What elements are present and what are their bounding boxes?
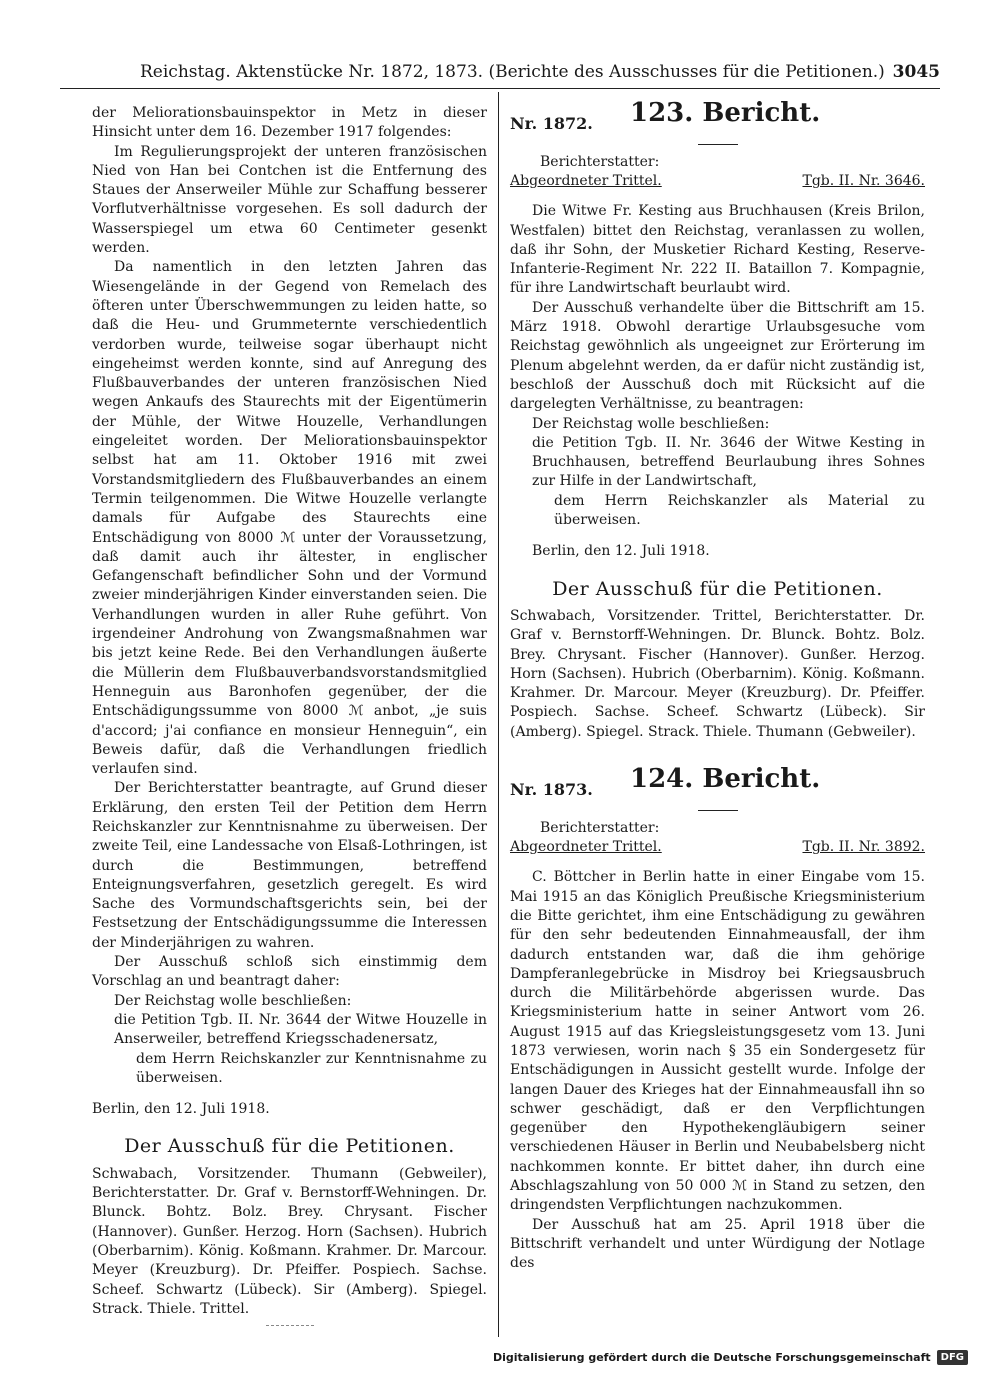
petition-reference: Tgb. II. Nr. 3892. [802,839,925,856]
petition-reference: Tgb. II. Nr. 3646. [802,173,925,190]
committee-heading: Der Ausschuß für die Petitionen. [124,1135,455,1158]
left-paragraph: Der Ausschuß schloß sich einstimmig dem Vorschlag an und beantragt daher: [92,954,487,990]
date-line: Berlin, den 12. Juli 1918. [92,1101,270,1118]
left-quote-paragraph: Da namentlich in den letzten Jahren das Wiesengelände in der Gegend von Remelach des öfteren unter Überschwemmungen zu leiden hatte, so daß die Heu- und Grummeternte verschiedentlich verdorben wurde, teilweise sogar überhaupt nicht eingeheimst werden konnte, sind auf Anregung des Flußbauverbandes der unteren französischen Nied wegen Ankaufs des Staurechts mit der Eigentümerin der Mühle, der Witwe Houzelle, Verhandlungen eingeleitet worden. Der Meliorationsbauinspektor selbst hat am 11. Oktober 1916 mit zwei Vorstandsmitgliedern des Flußbauverbandes an einem Termin teilgenommen. Die Witwe Houzelle verlangte damals für Aufgabe des Staurechts eine Entschädigung von 8000 ℳ unter der Voraussetzung, daß damit auch ihr ältester, in englischer Gefangenschaft befindlicher Sohn und der Vormund zweier minderjährigen Kinder einverstanden seien. Die Verhandlungen wurden in aller Ruhe geführt. Von irgendeiner Androhung von Zwangsmaßnahmen war bis jetzt keine Rede. Bei den Verhandlungen äußerte die Müllerin dem Flußbauverbandsvorstandsmitglied Henneguin aus Baronhofen gegenüber, der die Entschädigungssumme von 8000 ℳ anbot, „je suis d'accord; j'ai confiance en monsieur Henneguin“, ein Beweis dafür, daß die Verhandlungen friedlich verlaufen sind. [92,259,487,778]
report-heading [510,764,925,806]
resolution-intro: Der Reichstag wolle beschließen: [114,992,352,1009]
committee-heading: Der Ausschuß für die Petitionen. [552,577,883,600]
reporter-name: Abgeordneter Trittel. [510,839,662,856]
right-column [510,98,925,1274]
reporter-row [510,838,925,860]
report-paragraph: C. Böttcher in Berlin hatte in einer Eingabe vom 15. Mai 1915 an das Königlich Preußische Kriegsministerium die Bitte gerichtet, ihm eine Entschädigung zu gewähren für den sehr bedeutenden Einnahmeausfall, der ihm dadurch entstanden war, daß die ihm gehörige Dampferanlegebrücke in Misdroy bei Kriegsausbruch durch die Militärbehörde abgerissen wurde. Das Kriegsministerium hatte in seiner Antwort vom 26. August 1915 auf das Kriegsleistungsgesetz vom 13. Juni 1873 verwiesen, worin nach § 35 ein Sondergesetz für Entschädigungen in Aussicht gestellt wurde. Infolge der langen Dauer des Krieges hat der Einnahmeausfall ihn so schwer geschädigt, daß er den Verpflichtungen gegenüber den Hypothekengläubigern seiner verschiedenen Häuser in Berlin und Neubabelsberg nicht nachkommen konnte. Er bittet daher, ihn durch eine Abschlagszahlung von 50 000 ℳ in Stand zu setzen, den dringendsten Verpflichtungen nachzukommen. [510,869,925,1214]
committee-members: Schwabach, Vorsitzender. Trittel, Berichterstatter. Dr. Graf v. Bernstorff-Wehningen. Dr. Blunck. Bohtz. Bolz. Brey. Chrysant. Fischer (Hannover). Gunßer. Herzog. Horn (Sachsen). Hubrich (Oberbarnim). König. Koßmann. Krahmer. Dr. Marcour. Meyer (Kreuzburg). Dr. Pfeiffer. Pospiech. Sachse. Scheef. Schwartz (Lübeck). Sir (Amberg). Spiegel. Strack. Thiele. Thumann (Gebweiler). [510,607,925,740]
report-number: Nr. 1873. [510,780,593,800]
resolution-text: die Petition Tgb. II. Nr. 3644 der Witwe Houzelle in Anserweiler, betreffend Kriegsschadenersatz, [114,1011,487,1048]
left-paragraph: der Meliorationsbauinspektor in Metz in dieser Hinsicht unter dem 16. Dezember 1917 folgendes: [92,105,487,141]
reporter-row [510,172,925,194]
left-quote-paragraph: Im Regulierungsprojekt der unteren französischen Nied von Han bei Contchen ist die Entfernung des Staues der Anserweiler Mühle zur Schaffung besserer Vorflutverhältnisse vorgesehen. Es soll dadurch der Wasserspiegel um etwa 60 Centimeter gesenkt werden. [92,143,487,257]
date-line: Berlin, den 12. Juli 1918. [532,543,710,560]
resolution-text: dem Herrn Reichskanzler als Material zu überweisen. [554,492,925,529]
report-title: 124. Bericht. [630,764,821,795]
resolution-text: die Petition Tgb. II. Nr. 3646 der Witwe Kesting in Bruchhausen, betreffend Beurlaubung ihres Sohnes zur Hilfe in der Landwirtschaft, [532,434,925,490]
dfg-logo: DFG [937,1350,968,1365]
reporter-name: Abgeordneter Trittel. [510,173,662,190]
left-column [92,104,487,1326]
page-header [60,58,940,88]
committee-members: Schwabach, Vorsitzender. Thumann (Gebweiler), Berichterstatter. Dr. Graf v. Bernstorff-Wehningen. Dr. Blunck. Bohtz. Bolz. Brey. Chrysant. Fischer (Hannover). Gunßer. Herzog. Horn (Sachsen). Hubrich (Oberbarnim). König. Koßmann. Krahmer. Dr. Marcour. Meyer (Kreuzburg). Dr. Pfeiffer. Pospiech. Sachse. Scheef. Schwartz (Lübeck). Sir (Amberg). Spiegel. Strack. Thiele. Trittel. [92,1165,487,1317]
header-rule [60,88,940,89]
reporter-label: Berichterstatter: [540,154,660,170]
running-title: Reichstag. Aktenstücke Nr. 1872, 1873. (Berichte des Ausschusses für die Petitionen.) [140,62,885,82]
reporter-label: Berichterstatter: [540,820,660,837]
report-paragraph: Die Witwe Fr. Kesting aus Bruchhausen (Kreis Brilon, Westfalen) bittet den Reichstag, veranlassen zu wollen, daß ihr Sohn, der Musketier Richard Kesting, Reserve-Infanterie-Regiment Nr. 222 II. Bataillon 7. Kompagnie, für ihre Landwirtschaft beurlaubt wird. [510,203,925,297]
page-number: 3045 [892,62,940,82]
report-number: Nr. 1872. [510,114,593,133]
report-paragraph: Der Ausschuß verhandelte über die Bittschrift am 15. März 1918. Obwohl derartige Urlaubsgesuche vom Reichstag gewöhnlich als ungeeignet zur Erörterung im Plenum abgelehnt werden, da er dafür nicht zuständig ist, beschloß der Ausschuß doch mit Rücksicht auf die dargelegten Verhältnisse, zu beantragen: [510,299,925,413]
report-paragraph: Der Ausschuß hat am 25. April 1918 über die Bittschrift verhandelt und unter Würdigung der Notlage des [510,1216,925,1272]
column-divider [498,92,499,1337]
section-rule [266,1325,314,1326]
report-title: 123. Bericht. [630,98,821,128]
footer-text: Digitalisierung gefördert durch die Deutsche Forschungsgemeinschaft [492,1351,931,1364]
digitization-footer [493,1350,968,1365]
report-heading [510,98,925,140]
left-paragraph: Der Berichterstatter beantragte, auf Grund dieser Erklärung, den ersten Teil der Petition dem Herrn Reichskanzler zur Kenntnisnahme zu überweisen. Der zweite Teil, eine Landessache von Elsaß-Lothringen, ist durch die Bestimmungen, betreffend Enteignungsverfahren, gesetzlich geregelt. Es wird Sache des Vormundschaftsgerichts sein, bei der Festsetzung der Entschädigungssumme die Interessen der Minderjährigen zu wahren. [92,780,487,951]
resolution-text: dem Herrn Reichskanzler zur Kenntnisnahme zu überweisen. [136,1050,487,1086]
resolution-intro: Der Reichstag wolle beschließen: [532,415,770,432]
